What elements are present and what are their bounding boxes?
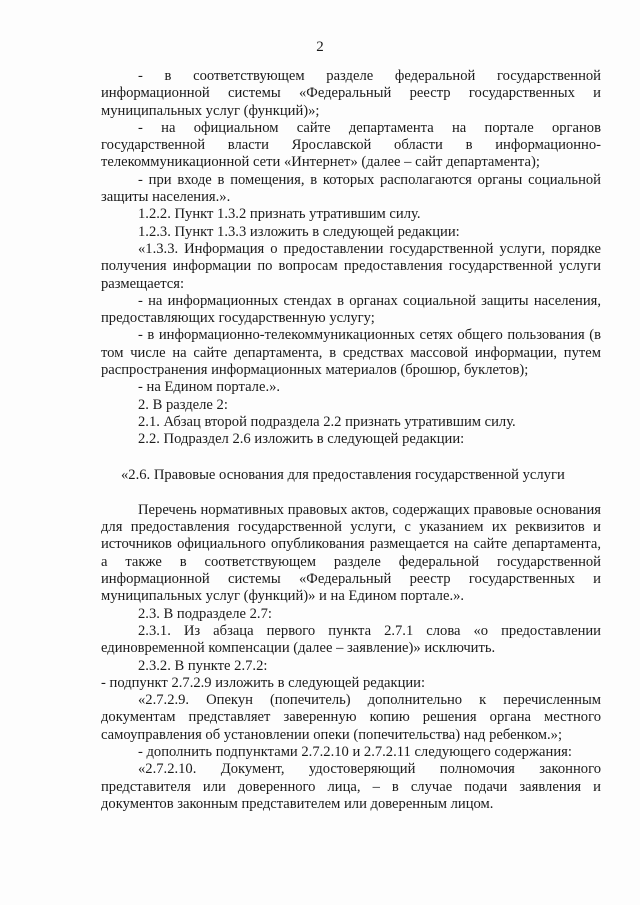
page-number: 2 bbox=[316, 39, 324, 55]
paragraph: 2.2. Подраздел 2.6 изложить в следующей редакции: bbox=[138, 431, 465, 448]
paragraph: - подпункт 2.7.2.9 изложить в следующей редакции: bbox=[101, 674, 426, 691]
paragraph: 2.3.2. В пункте 2.7.2: bbox=[138, 657, 268, 674]
paragraph: - на официальном сайте департамента на портале органов государственной власти Ярославской области в информационно-телекоммуникационной сети «Интернет» (далее – сайт департамента); bbox=[101, 119, 601, 171]
paragraph: - при входе в помещения, в которых располагаются органы социальной защиты населения.». bbox=[101, 171, 601, 206]
paragraph: - на информационных стендах в органах социальной защиты населения, предоставляющих государственную услугу; bbox=[101, 292, 601, 327]
paragraph: «1.3.3. Информация о предоставлении государственной услуги, порядке получения информации по вопросам предоставления государственной услуги размещается: bbox=[101, 240, 601, 292]
paragraph: «2.7.2.9. Опекун (попечитель) дополнительно к перечисленным документам представляет заверенную копию решения органа местного самоуправления об установлении опеки (попечительства) над ребенком.»; bbox=[101, 692, 601, 743]
paragraph: 2.3. В подразделе 2.7: bbox=[138, 605, 272, 622]
section-heading: «2.6. Правовые основания для предоставления государственной услуги bbox=[121, 466, 565, 483]
paragraph: Перечень нормативных правовых актов, содержащих правовые основания для предоставления государственной услуги, с указанием их реквизитов и источников официального опубликования размещается на сайте департамента, а также в соответствующем разделе федеральной государственной информационной системы «Федеральный реестр государственных и муниципальных услуг (функций)» и на Едином портале.». bbox=[101, 501, 601, 605]
paragraph: 2.3.1. Из абзаца первого пункта 2.7.1 слова «о предоставлении единовременной компенсации (далее – заявление)» исключить. bbox=[101, 622, 601, 657]
paragraph: - на Едином портале.». bbox=[138, 379, 281, 396]
paragraph: «2.7.2.10. Документ, удостоверяющий полномочия законного представителя или доверенного лица, – в случае подачи заявления и документов законным представителем или доверенным лицом. bbox=[101, 761, 601, 812]
document-body bbox=[101, 68, 601, 813]
paragraph: 2. В разделе 2: bbox=[138, 396, 228, 413]
paragraph: 1.2.3. Пункт 1.3.3 изложить в следующей редакции: bbox=[138, 223, 460, 240]
paragraph: 1.2.2. Пункт 1.3.2 признать утратившим силу. bbox=[138, 206, 421, 223]
paragraph: - дополнить подпунктами 2.7.2.10 и 2.7.2.11 следующего содержания: bbox=[138, 743, 572, 760]
paragraph: - в соответствующем разделе федеральной государственной информационной системы «Федеральный реестр государственных и муниципальных услуг (функций)»; bbox=[101, 68, 601, 119]
paragraph: - в информационно-телекоммуникационных сетях общего пользования (в том числе на сайте департамента, в средствах массовой информации, путем распространения информационных материалов (брошюр, буклетов); bbox=[101, 327, 601, 379]
paragraph: 2.1. Абзац второй подраздела 2.2 признать утратившим силу. bbox=[138, 413, 516, 430]
